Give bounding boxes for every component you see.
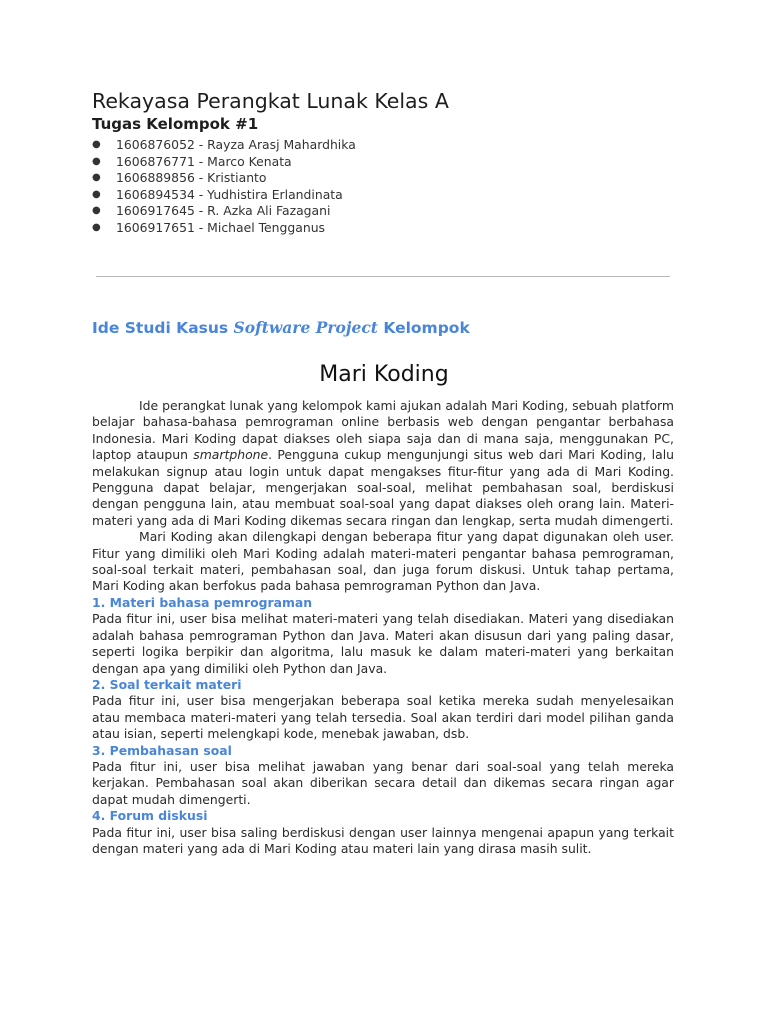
assignment-title: Tugas Kelompok #1	[92, 115, 259, 133]
section-heading-prefix: Ide Studi Kasus	[92, 319, 234, 337]
intro-text: . Pengguna cukup mengunjungi situs web dari Mari Koding, lalu melakukan signup atau login untuk dapat mengakses fitur-fitur yang ada di Mari Koding. Pengguna dapat belajar, mengerjakan soal-soal, melihat pembahasan soal, berdiskusi dengan pengguna lain, atau membuat soal-soal yang dapat diakses oleh orang lain. Materi-materi yang ada di Mari Koding dikemas secara ringan dan lengkap, serta mudah dimengerti.	[92, 447, 674, 528]
header-block	[92, 88, 674, 237]
document-body	[92, 398, 674, 857]
member-item: ● 1606876771 - Marco Kenata	[92, 154, 674, 171]
intro-paragraph-2: Mari Koding akan dilengkapi dengan beberapa fitur yang dapat digunakan oleh user. Fitur yang dimiliki oleh Mari Koding adalah materi-materi pengantar bahasa pemrograman, soal-soal terkait materi, pembahasan soal, dan juga forum diskusi. Untuk tahap pertama, Mari Koding akan berfokus pada bahasa pemrograman Python dan Java.	[92, 529, 674, 594]
intro-text: Ide perangkat lunak yang kelompok kami ajukan adalah Mari Koding, sebuah platform belajar bahasa-bahasa pemrograman online berbasis web dengan pengantar berbahasa Indonesia. Mari Koding dapat diakses oleh siapa saja dan di mana saja, menggunakan PC, laptop ataupun	[92, 398, 674, 463]
section-heading-suffix: Kelompok	[377, 319, 470, 337]
feature-text: Pada fitur ini, user bisa saling berdiskusi dengan user lainnya mengenai apapun yang terkait dengan materi yang ada di Mari Koding atau materi lain yang dirasa masih sulit.	[92, 824, 674, 856]
section-heading-italic: Software Project	[233, 318, 378, 337]
member-item: ● 1606894534 - Yudhistira Erlandinata	[92, 187, 674, 204]
course-title: Rekayasa Perangkat Lunak Kelas A	[92, 89, 449, 113]
member-item: ● 1606876052 - Rayza Arasj Mahardhika	[92, 137, 674, 154]
feature-heading: 2. Soal terkait materi	[92, 676, 242, 692]
member-item: ● 1606917651 - Michael Tengganus	[92, 220, 674, 237]
feature-text: Pada fitur ini, user bisa melihat materi-materi yang telah disediakan. Materi yang disediakan adalah bahasa pemrograman Python dan Java. Materi akan disusun dari yang paling dasar, seperti logika berpikir dan algoritma, lalu masuk ke dalam materi-materi yang berkaitan dengan apa yang dimiliki oleh Python dan Java.	[92, 611, 674, 676]
feature-text: Pada fitur ini, user bisa melihat jawaban yang benar dari soal-soal yang telah mereka kerjakan. Pembahasan soal akan diberikan secara detail dan dikemas secara ringan agar dapat mudah dimengerti.	[92, 758, 674, 807]
member-item: ● 1606889856 - Kristianto	[92, 170, 674, 187]
intro-italic-text: smartphone	[193, 447, 269, 463]
intro-paragraph-1	[92, 398, 674, 529]
document-title: Mari Koding	[319, 362, 449, 387]
feature-heading: 3. Pembahasan soal	[92, 742, 232, 758]
member-list	[92, 137, 674, 237]
horizontal-divider	[96, 276, 670, 277]
section-heading	[92, 318, 470, 337]
feature-text: Pada fitur ini, user bisa mengerjakan beberapa soal ketika mereka sudah menyelesaikan atau membaca materi-materi yang telah tersedia. Soal akan terdiri dari model pilihan ganda atau isian, seperti melengkapi kode, menebak jawaban, dsb.	[92, 693, 674, 742]
feature-heading: 4. Forum diskusi	[92, 808, 208, 824]
member-item: ● 1606917645 - R. Azka Ali Fazagani	[92, 203, 674, 220]
feature-heading: 1. Materi bahasa pemrograman	[92, 594, 313, 610]
